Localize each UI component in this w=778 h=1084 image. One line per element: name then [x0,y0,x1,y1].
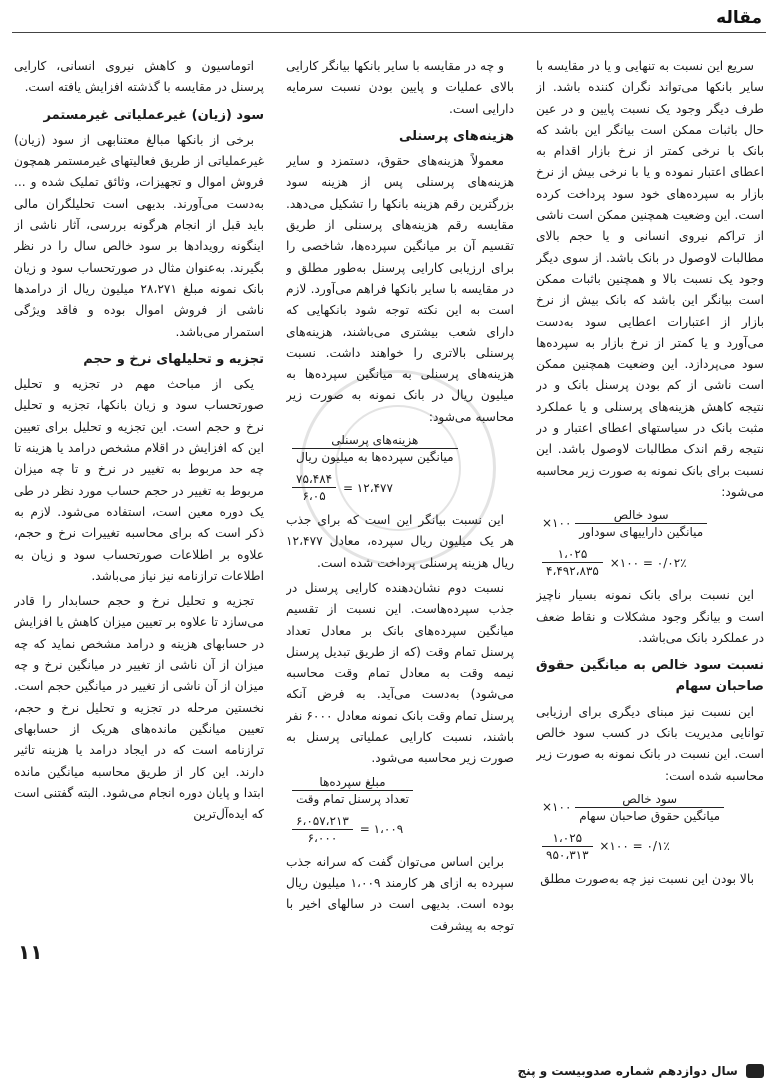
magazine-logo-icon [746,1064,764,1078]
paragraph: برخی از بانکها مبالغ معتنابهی از سود (زیان) غیرعملیاتی از طریق فعالیتهای غیرمستمر همچون فروش اموال و تجهیزات، وثائق تملیک شده و ... به‌دست می‌آورند. بدیهی است تحلیلگران مالی باید قبل از انجام هرگونه بررسی، آثار ناشی از اینگونه رویدادها بر سود خالص سال را در نظر بگیرند. به‌عنوان مثال در صورتحساب سود و زیان بانک نمونه مبلغ ۲۸،۲۷۱ میلیون ریال از درامدها ناشی از فروش اموال بوده و فاقد ویژگی استمرار می‌باشد. [14,132,264,339]
paragraph: نسبت دوم نشان‌دهنده کارایی پرسنل در جذب سپرده‌هاست. این نسبت از تقسیم میانگین سپرده‌های بانک بر معادل تعداد پرسنل تمام وقت (که از طریق تبدیل پرسنل نیمه وقت به معادل تمام وقت محاسبه می‌شود) به‌دست می‌آید. به فرض آنکه پرسنل تمام وقت بانک نمونه معادل ۶۰۰۰ نفر باشند، نسبت کارایی عملیاتی پرسنل به صورت زیر محاسبه می‌شود. [286,580,514,766]
paragraph: اتوماسیون و کاهش نیروی انسانی، کارایی پرسنل در مقایسه با گذشته افزایش یافته است. [14,59,264,95]
formula: $\frac{۷۵،۴۸۴}{۶،۰۵}$ = ۱۲،۴۷۷ [286,471,514,504]
paragraph: سریع این نسبت به تنهایی و یا در مقایسه با سایر بانکها می‌تواند نگران کننده باشد. از طرف دیگر وجود یک نسبت پایین و در عین حال باثبات ممکن است بیانگر این باشد که بانک با نرخی کمتر از نرخ بازار اقدام به اعطای اعتبار نموده و یا با نرخی بیش از نرخ بازار به سپرده‌های خود سود پرداخت کرده است. این وضعیت همچنین ممکن است ناشی از تراکم نیروی انسانی و یا حجم بالای مطالبات لاوصول در بانک باشد. از سوی دیگر وجود یک نسبت بالا و همچنین باثبات ممکن است بیانگر این باشد که بانک بیش از نرخ بازار از اعتبارات اعطایی سود به‌دست می‌آورد و یا کمتر از نرخ بازار به سپرده‌ها سود می‌پردازد. این وضعیت همچنین ممکن است ناشی از کم بودن پرسنل بانک و در نتیجه کاهش هزینه‌های پرسنلی و یا عملکرد مثبت بانک در سیاستهای اعطای اعتبار و در نتیجه رقم اندک مطالبات لاوصول باشد. این نسبت برای بانک نمونه به صورت زیر محاسبه می‌شود: [536,59,764,499]
paragraph: براین اساس می‌توان گفت که سرانه جذب سپرده به ازای هر کارمند ۱،۰۰۹ میلیون ریال بوده است. بدیهی است در سالهای اخیر با توجه به پیشرفت [286,854,514,933]
column-1 [536,56,764,1054]
page-footer [14,1060,764,1078]
paragraph: بالا بودن این نسبت نیز چه به‌صورت مطلق [540,871,754,886]
paragraph: و چه در مقایسه با سایر بانکها بیانگر کارایی بالای عملیات و پایین بودن نسبت سرمایه دارایی است. [286,59,514,116]
formula: $\frac{۱،۰۲۵}{۴،۴۹۲،۸۳۵}$ ×۱۰۰ = ۰/۰۲٪ [536,546,764,579]
paragraph: این نسبت برای بانک نمونه بسیار ناچیز است و بیانگر وجود مشکلات و نقاط ضعف در عملکرد بانک می‌باشد. [536,588,764,645]
paragraph: این نسبت بیانگر این است که برای جذب هر یک میلیون ریال سپرده، معادل ۱۲،۴۷۷ ریال هزینه پرسنلی پرداخت شده است. [286,513,514,570]
paragraph: معمولاً هزینه‌های حقوق، دستمزد و سایر هزینه‌های پرسنلی پس از هزینه سود بزرگترین رقم هزینه بانکها را تشکیل می‌دهد. مقایسه رقم هزینه‌های پرسنلی از طریق تقسیم آن بر میانگین سپرده‌ها، شاخصی را برای ارزیابی کارایی پرسنل به‌طور مطلق و در مقایسه با سایر بانکها فراهم می‌آورد. لازم است به این نکته توجه شود بانکهایی که دارای شعب بیشتری می‌باشند، هزینه‌های پرسنلی بالاتری را خواهند داشت. نسبت هزینه‌های پرسنلی به میانگین سپرده‌ها به میلیون ریال در بانک نمونه به صورت زیر محاسبه می‌شود: [286,154,514,424]
column-2 [286,56,514,1054]
issue-info: سال دوازدهم شماره صدوبیست و پنج [518,1064,764,1079]
formula: ×۱۰۰ $\frac{\text{سود خالص}}{\text{میانگین حقوق صاحبان سهام}}$ [536,791,764,824]
formula: $\frac{\text{مبلغ سپرده‌ها}}{\text{تعداد پرسنل تمام وقت}}$ [286,774,514,807]
page-header [12,6,766,33]
column-3 [14,56,264,1054]
formula: $\frac{\text{هزینه‌های پرسنلی}}{\text{میانگین سپرده‌ها به میلیون ریال}}$ [286,432,514,465]
formula: ×۱۰۰ $\frac{\text{سود خالص}}{\text{میانگین داراییهای سوداور}}$ [536,507,764,540]
paragraph: تجزیه و تحلیل نرخ و حجم حسابدار را قادر می‌سازد تا علاوه بر تعیین میزان کاهش یا افزایش در حسابهای هزینه و درامد مشخص نماید که چه میزان از آن ناشی از تغییر در میانگین نرخ و چه میزان از آن ناشی از تغییر در میانگین حجم است. نخستین مرحله در تجزیه و تحلیل نرخ و حجم، تعیین میانگین مانده‌های هریک از حسابهای ترازنامه است که در ایجاد درامد یا هزینه تاثیر دارند. این کار از طریق محاسبه میانگین مانده ابتدا و پایان دوره انجام می‌شود. البته گفتنی است که ایده‌آل‌ترین [14,594,264,822]
subheading: سود (زیان) غیرعملیاتی غیرمستمر [43,107,264,123]
paragraph: این نسبت نیز مبنای دیگری برای ارزیابی توانایی مدیریت بانک در کسب سود خالص است. این نسبت در بانک نمونه به صورت زیر محاسبه شده است: [536,704,764,783]
subheading: تجزیه و تحلیلهای نرخ و حجم [83,351,264,367]
page-number: ۱۱ [18,940,43,964]
subheading: هزینه‌های پرسنلی [398,128,514,144]
paragraph: یکی از مباحث مهم در تجزیه و تحلیل صورتحساب سود و زیان بانکها، تجزیه و تحلیل نرخ و حجم است. این تجزیه و تحلیل برای تعیین این که افزایش در اقلام مشخص درامد یا هزینه تا چه حد مربوط به تغییر در نرخ و تا چه میزان مربوط به تغییر در حجم حساب مورد نظر در طی یک دوره معین است، استفاده می‌شود. لازم به ذکر است که برای محاسبه تغییرات نرخ و حجم، علاوه بر اطلاعات صورتحساب سود و زیان به اطلاعات ترازنامه نیز نیاز می‌باشد. [14,377,264,583]
section-label: مقاله [716,8,762,28]
subheading: نسبت سود خالص به میانگین حقوق صاحبان سهام [536,658,764,695]
formula: $\frac{۱،۰۲۵}{۹۵۰،۳۱۳}$ ×۱۰۰ = ۰/۱٪ [536,830,764,863]
formula: $\frac{۶،۰۵۷،۲۱۳}{۶،۰۰۰}$ = ۱،۰۰۹ [286,813,514,846]
